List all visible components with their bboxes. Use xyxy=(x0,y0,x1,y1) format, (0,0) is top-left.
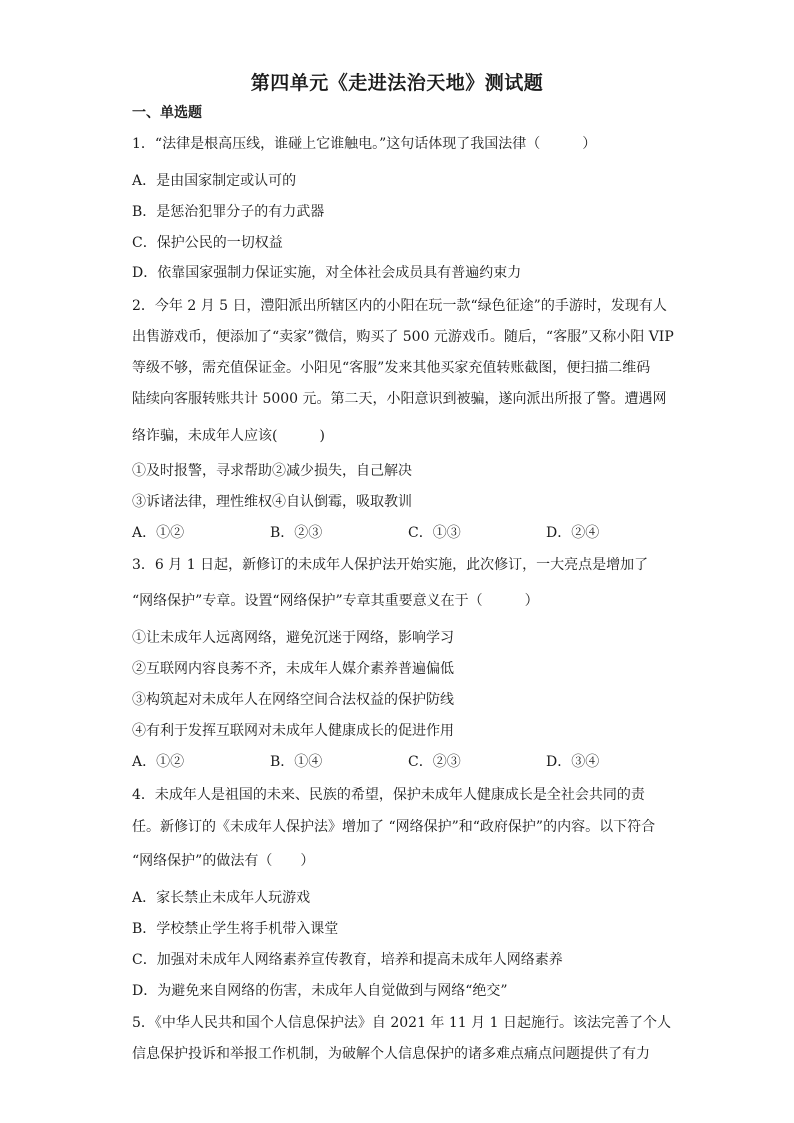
q3-option-a: A．①② xyxy=(132,754,185,770)
q3-statement-1: ①让未成年人远离网络，避免沉迷于网络，影响学习 xyxy=(132,630,454,646)
q2-stem-line5: 络诈骗，未成年人应该( ) xyxy=(132,428,325,444)
q3-option-d: D．③④ xyxy=(546,754,600,770)
q2-option-d: D．②④ xyxy=(546,525,600,541)
q4-option-c: C．加强对未成年人网络素养宣传教育，培养和提高未成年人网络素养 xyxy=(132,952,563,968)
q2-option-c: C．①③ xyxy=(408,525,461,541)
q4-stem-line1: 4．未成年人是祖国的未来、民族的希望，保护未成年人健康成长是全社会共同的责 xyxy=(132,787,645,803)
q3-statement-3: ③构筑起对未成年人在网络空间合法权益的保护防线 xyxy=(132,692,454,708)
page-title: 第四单元《走进法治天地》测试题 xyxy=(250,72,544,94)
q3-option-c: C．②③ xyxy=(408,754,461,770)
q2-stem-line2: 出售游戏币，便添加了“卖家”微信，购买了 500 元游戏币。随后，“客服”又称小阳 VIP xyxy=(132,329,674,345)
q2-option-a: A．①② xyxy=(132,525,185,541)
q4-option-b: B．学校禁止学生将手机带入课堂 xyxy=(132,921,339,937)
q1-option-a: A．是由国家制定或认可的 xyxy=(132,173,297,189)
q4-stem-line3: “网络保护”的做法有（ ） xyxy=(132,853,315,869)
q2-stem-line4: 陆续向客服转账共计 5000 元。第二天，小阳意识到被骗，遂向派出所报了警。遭遇网 xyxy=(132,391,667,407)
section-heading: 一、单选题 xyxy=(132,105,202,121)
q5-stem-line1: 5．《中华人民共和国个人信息保护法》自 2021 年 11 月 1 日起施行。该法完善了个人 xyxy=(132,1015,671,1031)
q4-option-d: D．为避免来自网络的伤害，未成年人自觉做到与网络“绝交” xyxy=(132,983,508,999)
q2-stem-line1: 2．今年 2 月 5 日，澧阳派出所辖区内的小阳在玩一款“绿色征途”的手游时，发现有人 xyxy=(132,298,667,314)
q1-stem: 1．“法律是根高压线，谁碰上它谁触电。”这句话体现了我国法律（ ） xyxy=(132,136,597,152)
q3-stem-line1: 3．6 月 1 日起，新修订的未成年人保护法开始实施，此次修订，一大亮点是增加了 xyxy=(132,557,649,573)
q3-option-b: B．①④ xyxy=(270,754,323,770)
q2-statements-1: ①及时报警，寻求帮助②减少损失，自己解决 xyxy=(132,463,412,479)
q2-statements-2: ③诉诸法律，理性维权④自认倒霉，吸取教训 xyxy=(132,494,412,510)
q2-stem-line3: 等级不够，需充值保证金。小阳见“客服”发来其他买家充值转账截图，便扫描二维码 xyxy=(132,360,651,376)
q4-stem-line2: 任。新修订的《未成年人保护法》增加了 “网络保护”和“政府保护”的内容。以下符合 xyxy=(132,819,656,835)
q1-option-b: B．是惩治犯罪分子的有力武器 xyxy=(132,204,325,220)
q3-statement-4: ④有利于发挥互联网对未成年人健康成长的促进作用 xyxy=(132,723,454,739)
q3-statement-2: ②互联网内容良莠不齐，未成年人媒介素养普遍偏低 xyxy=(132,661,454,677)
q1-option-c: C．保护公民的一切权益 xyxy=(132,235,283,251)
q5-stem-line2: 信息保护投诉和举报工作机制，为破解个人信息保护的诸多难点痛点问题提供了有力 xyxy=(132,1046,650,1062)
q3-stem-line2: “网络保护”专章。设置“网络保护”专章其重要意义在于（ ） xyxy=(132,593,539,609)
q4-option-a: A．家长禁止未成年人玩游戏 xyxy=(132,890,311,906)
q1-option-d: D．依靠国家强制力保证实施，对全体社会成员具有普遍约束力 xyxy=(132,265,522,281)
q2-option-b: B．②③ xyxy=(270,525,323,541)
